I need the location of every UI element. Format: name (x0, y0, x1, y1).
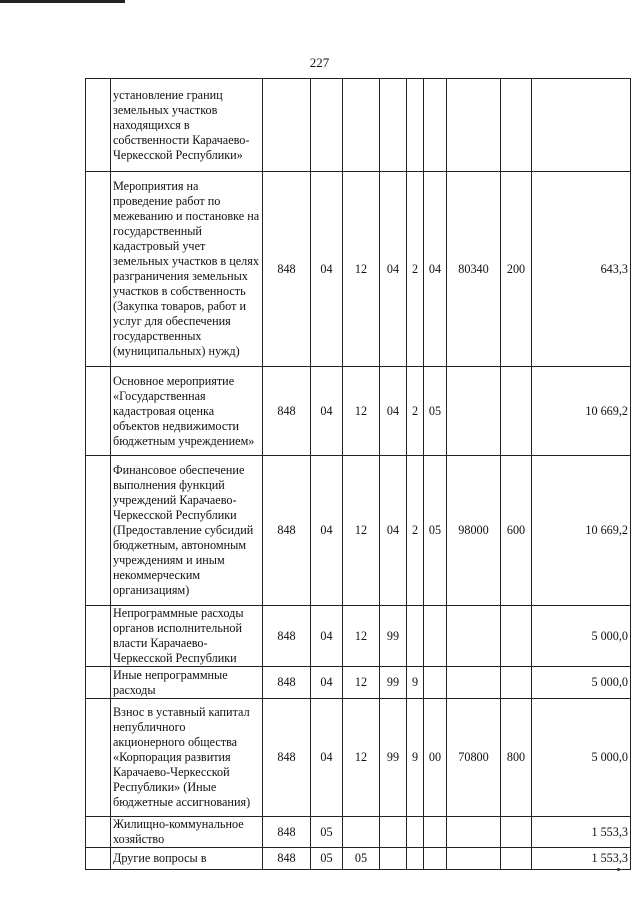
cell-rz: 04 (311, 172, 343, 367)
cell-vr (501, 606, 532, 667)
cell-cs3: 00 (424, 699, 447, 817)
cell-vr: 200 (501, 172, 532, 367)
cell-rz: 04 (311, 667, 343, 699)
cell-name: установление границ земельных участков находящихся в собственности Карачаево-Черкесской Республики» (111, 79, 263, 172)
cell-cs4 (447, 848, 501, 870)
cell-cs4 (447, 367, 501, 456)
cell-cs1: 99 (380, 699, 407, 817)
table-row (86, 367, 631, 456)
row-index-cell (86, 817, 111, 848)
cell-vr (501, 79, 532, 172)
cell-ved: 848 (263, 456, 311, 606)
cell-ved: 848 (263, 699, 311, 817)
cell-sum: 10 669,2 (532, 456, 631, 606)
cell-cs1 (380, 817, 407, 848)
table-row (86, 79, 631, 172)
cell-cs2 (407, 79, 424, 172)
cell-sum: 1 553,3 (532, 848, 631, 870)
cell-cs2 (407, 606, 424, 667)
cell-rz: 05 (311, 817, 343, 848)
cell-sum (532, 79, 631, 172)
cell-name: Финансовое обеспечение выполнения функций учреждений Карачаево-Черкесской Республики (Предоставление субсидий бюджетным, автономным учреждениям и иным некоммерческим организациям) (111, 456, 263, 606)
cell-rz: 04 (311, 456, 343, 606)
cell-cs1: 04 (380, 172, 407, 367)
cell-cs1 (380, 79, 407, 172)
cell-pr: 12 (343, 699, 380, 817)
cell-pr (343, 79, 380, 172)
cell-sum: 643,3 (532, 172, 631, 367)
cell-vr (501, 367, 532, 456)
cell-cs3: 04 (424, 172, 447, 367)
cell-cs4: 70800 (447, 699, 501, 817)
cell-vr (501, 848, 532, 870)
cell-sum: 5 000,0 (532, 699, 631, 817)
cell-cs4: 98000 (447, 456, 501, 606)
cell-cs1: 04 (380, 367, 407, 456)
cell-rz (311, 79, 343, 172)
cell-ved: 848 (263, 172, 311, 367)
cell-cs2: 9 (407, 667, 424, 699)
cell-pr: 05 (343, 848, 380, 870)
cell-cs2: 2 (407, 456, 424, 606)
cell-name: Мероприятия на проведение работ по межеванию и постановке на государственный кадастровый учет земельных участков в целях разграничения земельных участков в собственность (Закупка товаров, работ и услуг для обеспечения государственных (муниципальных) нужд) (111, 172, 263, 367)
table-row (86, 667, 631, 699)
cell-name: Взнос в уставный капитал непубличного акционерного общества «Корпорация развития Карачаево-Черкесской Республики» (Иные бюджетные ассигнования) (111, 699, 263, 817)
cell-cs2: 2 (407, 367, 424, 456)
cell-pr: 12 (343, 456, 380, 606)
cell-vr: 800 (501, 699, 532, 817)
row-index-cell (86, 848, 111, 870)
table-row (86, 817, 631, 848)
cell-cs1 (380, 848, 407, 870)
cell-rz: 04 (311, 606, 343, 667)
cell-cs4 (447, 79, 501, 172)
cell-cs3 (424, 79, 447, 172)
cell-cs3: 05 (424, 456, 447, 606)
cell-ved: 848 (263, 667, 311, 699)
cell-ved: 848 (263, 606, 311, 667)
cell-cs4 (447, 817, 501, 848)
row-index-cell (86, 667, 111, 699)
cell-rz: 05 (311, 848, 343, 870)
cell-cs2: 9 (407, 699, 424, 817)
cell-sum: 5 000,0 (532, 667, 631, 699)
cell-cs2: 2 (407, 172, 424, 367)
cell-vr (501, 817, 532, 848)
cell-cs1: 99 (380, 667, 407, 699)
table-row (86, 172, 631, 367)
cell-sum: 5 000,0 (532, 606, 631, 667)
cell-cs1: 04 (380, 456, 407, 606)
cell-name: Непрограммные расходы органов исполнительной власти Карачаево-Черкесской Республики (111, 606, 263, 667)
top-edge-mark (0, 0, 125, 3)
cell-sum: 1 553,3 (532, 817, 631, 848)
cell-pr: 12 (343, 606, 380, 667)
cell-ved: 848 (263, 848, 311, 870)
cell-cs4 (447, 667, 501, 699)
cell-cs3: 05 (424, 367, 447, 456)
table-body (86, 79, 631, 870)
cell-name: Основное мероприятие «Государственная кадастровая оценка объектов недвижимости бюджетным учреждением» (111, 367, 263, 456)
cell-vr: 600 (501, 456, 532, 606)
cell-cs3 (424, 667, 447, 699)
row-index-cell (86, 606, 111, 667)
cell-rz: 04 (311, 699, 343, 817)
cell-cs1: 99 (380, 606, 407, 667)
cell-pr: 12 (343, 667, 380, 699)
cell-cs3 (424, 606, 447, 667)
cell-name: Иные непрограммные расходы (111, 667, 263, 699)
cell-vr (501, 667, 532, 699)
page-number: 227 (309, 55, 330, 70)
row-index-cell (86, 699, 111, 817)
cell-cs3 (424, 817, 447, 848)
cell-ved (263, 79, 311, 172)
cell-ved: 848 (263, 367, 311, 456)
cell-cs3 (424, 848, 447, 870)
row-index-cell (86, 172, 111, 367)
table-row (86, 699, 631, 817)
cell-sum: 10 669,2 (532, 367, 631, 456)
cell-pr: 12 (343, 367, 380, 456)
cell-name: Жилищно-коммунальное хозяйство (111, 817, 263, 848)
row-index-cell (86, 79, 111, 172)
cell-cs2 (407, 817, 424, 848)
cell-cs4: 80340 (447, 172, 501, 367)
cell-name: Другие вопросы в (111, 848, 263, 870)
cell-cs4 (447, 606, 501, 667)
cell-rz: 04 (311, 367, 343, 456)
budget-table (85, 78, 631, 870)
cell-cs2 (407, 848, 424, 870)
cell-ved: 848 (263, 817, 311, 848)
cell-pr: 12 (343, 172, 380, 367)
row-index-cell (86, 367, 111, 456)
table-row (86, 456, 631, 606)
scan-speck (617, 868, 620, 871)
table-row (86, 606, 631, 667)
cell-pr (343, 817, 380, 848)
row-index-cell (86, 456, 111, 606)
table-row (86, 848, 631, 870)
